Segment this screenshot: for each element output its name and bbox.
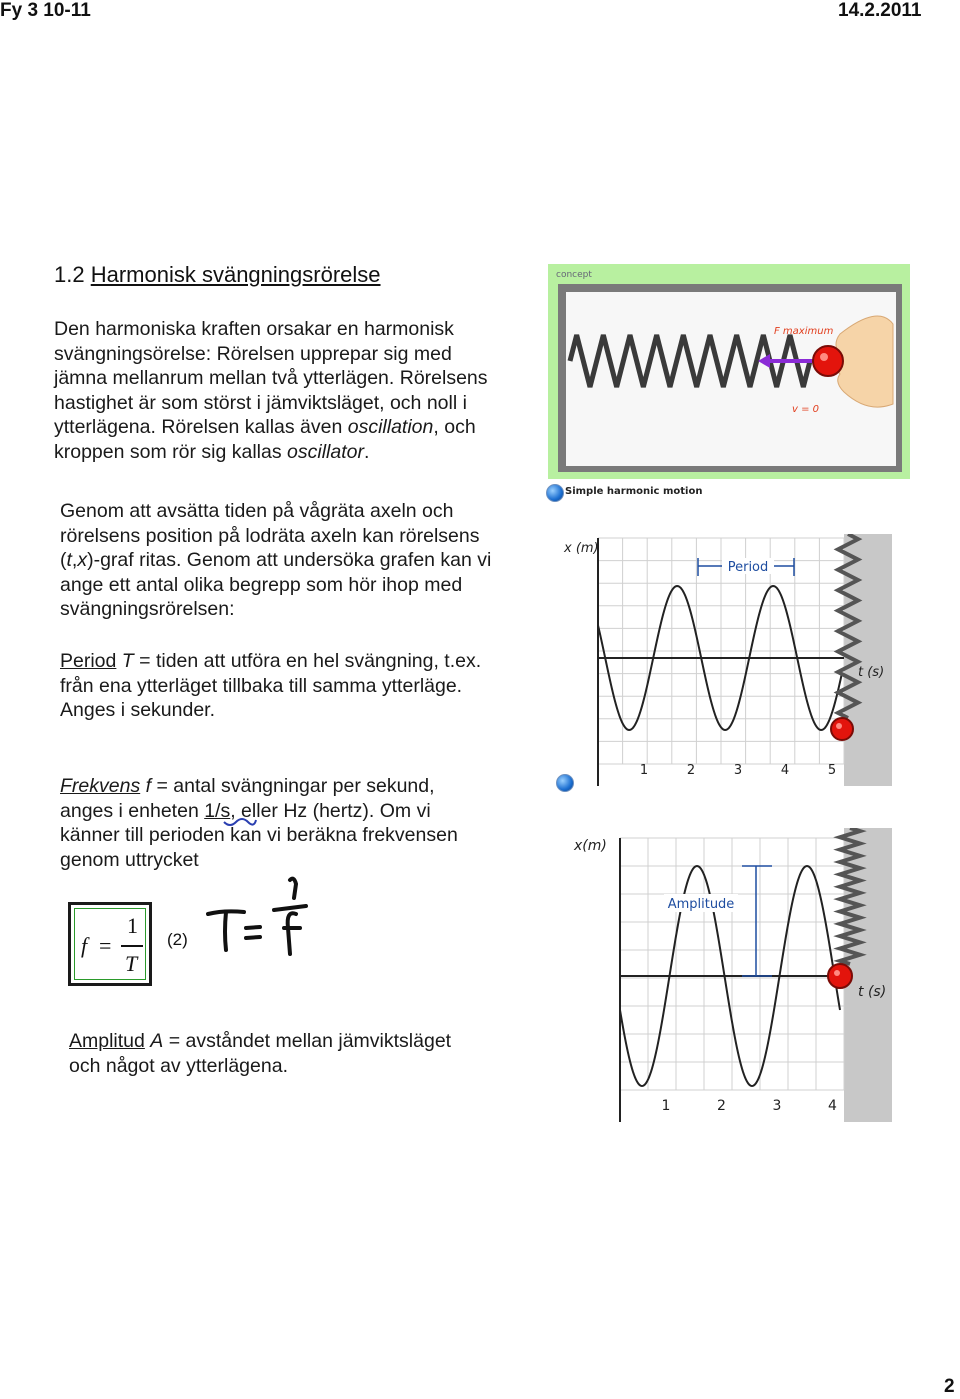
oscillator-mass (813, 346, 843, 376)
velocity-label: v = 0 (792, 404, 820, 415)
unit-1-per-s: 1/s (204, 799, 231, 822)
x-tick-label: 4 (828, 1098, 837, 1114)
header-date: 14.2.2011 (838, 0, 922, 21)
graph-line: (t,x)-graf ritas. Genom att undersöka grafen kan vi (60, 549, 492, 572)
concept-spring-figure (548, 264, 910, 479)
graph-line: ange ett antal olika begrepp som hör ihop med (60, 573, 463, 596)
amplitude-line: Amplitud A = avståndet mellan jämviktsläget (69, 1030, 452, 1052)
formula-denominator: T (125, 951, 138, 976)
x-tick-label: 1 (661, 1098, 671, 1114)
graph-paragraph (60, 499, 491, 622)
x-axis-label: t (s) (858, 665, 885, 680)
graph-line: rörelsens position på lodräta axeln kan rörelsens (60, 524, 480, 547)
x-tick-label: 3 (772, 1098, 782, 1114)
header-course: Fy 3 10-11 (0, 0, 91, 21)
x-tick-label: 2 (717, 1098, 726, 1114)
period-line: från ena ytterläget tillbaka till samma ytterläge. (60, 674, 463, 697)
formula-box (68, 902, 152, 986)
graph-line: Genom att avsätta tiden på vågräta axeln och (60, 500, 454, 522)
formula-number: (2) (167, 930, 188, 949)
frequency-line: Frekvens f = antal svängningar per sekund, (60, 775, 435, 797)
handwritten-underline-squiggle (222, 814, 258, 830)
amplitude-graph (572, 828, 892, 1122)
x-tick-label: 1 (639, 763, 649, 778)
intro-line: kroppen som rör sig kallas oscillator. (54, 440, 370, 463)
frequency-line: känner till perioden kan vi beräkna frekvensen (60, 824, 458, 847)
intro-line: svängningsörelse: Rörelsen upprepar sig med (54, 342, 452, 365)
amplitude-label: Amplitude (667, 897, 735, 912)
fraction-bar (121, 945, 143, 947)
simulation-caption: Simple harmonic motion (565, 486, 703, 497)
x-tick-label: 5 (827, 763, 837, 778)
intro-line: jämna mellanrum mellan två ytterlägen. Rörelsens (54, 367, 488, 390)
frequency-line: anges i enheten 1/s, eller Hz (hertz). Om vi (60, 799, 431, 822)
amplitude-definition (69, 1029, 451, 1078)
force-label: F maximum (774, 326, 834, 337)
oscillator-mass (828, 964, 852, 988)
period-graph (556, 534, 892, 786)
section-number: 1.2 (54, 262, 85, 287)
intro-line: Den harmoniska kraften orsakar en harmonisk (54, 318, 454, 340)
globe-icon[interactable] (546, 484, 564, 502)
period-line: Period T = tiden att utföra en hel svängning, t.ex. (60, 650, 482, 672)
page-number: 2 (944, 1376, 955, 1397)
x-axis-label: t (s) (858, 984, 887, 1000)
concept-tag: concept (556, 270, 592, 280)
frequency-definition (60, 774, 458, 872)
section-title (54, 262, 381, 288)
amplitude-line: och något av ytterlägena. (69, 1054, 288, 1077)
intro-paragraph (54, 317, 488, 465)
frequency-term: Frekvens (60, 775, 141, 797)
y-axis-label: x(m) (574, 838, 607, 854)
x-tick-label: 4 (780, 763, 790, 778)
intro-line: hastighet är som störst i jämviktsläget, och noll i (54, 391, 467, 414)
graph-line: svängningsrörelsen: (60, 598, 235, 621)
section-title-text: Harmonisk svängningsrörelse (90, 262, 381, 287)
x-tick-label: 2 (686, 763, 696, 778)
y-axis-label: x (m) (564, 541, 599, 556)
frequency-line: genom uttrycket (60, 848, 199, 871)
period-label: Period (727, 560, 769, 575)
period-line: Anges i sekunder. (60, 699, 216, 722)
formula-equals: = (99, 933, 112, 958)
formula-numerator: 1 (127, 913, 138, 938)
handwritten-formula (200, 872, 320, 960)
amplitude-term: Amplitud (69, 1030, 145, 1052)
oscillator-mass (831, 718, 853, 740)
formula-lhs: f (81, 933, 88, 958)
period-term: Period (60, 650, 117, 672)
x-tick-label: 3 (733, 763, 743, 778)
globe-icon[interactable] (556, 774, 574, 792)
period-definition (60, 649, 481, 723)
intro-line: ytterlägena. Rörelsen kallas även oscillation, och (54, 416, 476, 439)
